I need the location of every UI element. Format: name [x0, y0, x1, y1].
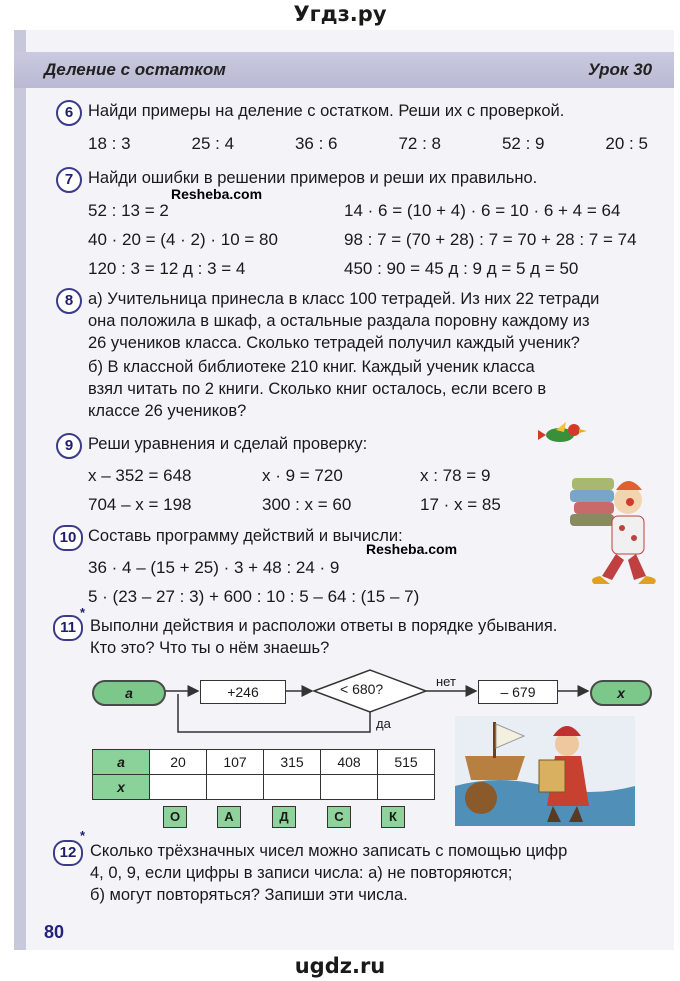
task-7-right-1: 14 · 6 = (10 + 4) · 6 = 10 · 6 + 4 = 64	[344, 201, 621, 220]
table-cell: 315	[264, 750, 321, 775]
equation: x · 9 = 720	[262, 466, 343, 485]
answer-letter: О	[163, 806, 187, 828]
task-7-left-3: 120 : 3 = 12 д : 3 = 4	[88, 259, 246, 278]
answer-letter: А	[217, 806, 241, 828]
expression-2: 5 · (23 – 27 : 3) + 600 : 10 : 5 – 64 : (15 – 7)	[88, 587, 420, 606]
flow-condition: < 680?	[340, 681, 384, 697]
example: 72 : 8	[398, 134, 441, 153]
site-title-bottom: ugdz.ru	[294, 954, 386, 978]
equation: 17 · x = 85	[420, 495, 501, 514]
table-cell: 107	[207, 750, 264, 775]
example: 25 : 4	[191, 134, 235, 153]
table-cell	[150, 775, 207, 800]
task-12-line-3: б) могут повторяться? Запиши эти числа.	[90, 886, 408, 904]
task-8a-line-2: она положила в шкаф, а остальные раздала поровну каждому из	[88, 312, 590, 330]
task-number-6: 6	[56, 100, 82, 126]
section-title: Деление с остатком	[44, 60, 226, 79]
task-number-10: 10	[53, 525, 83, 551]
example: 36 : 6	[294, 134, 338, 153]
flow-no-label: нет	[436, 674, 456, 689]
task-8a-line-1: а) Учительница принесла в класс 100 тетрадей. Из них 22 тетради	[88, 290, 600, 308]
flow-op-add: +246	[200, 680, 286, 704]
task-9-text: Реши уравнения и сделай проверку:	[88, 435, 368, 453]
clown-illustration	[560, 470, 660, 590]
flow-yes-label: да	[376, 716, 391, 731]
task-number-12: 12	[53, 840, 83, 866]
table-row	[93, 750, 435, 775]
task-number-7: 7	[56, 167, 82, 193]
equation: x : 78 = 9	[420, 466, 491, 485]
equation: 300 : x = 60	[262, 495, 352, 514]
equation: 704 – x = 198	[88, 495, 192, 514]
table-cell: 515	[378, 750, 435, 775]
page-number: 80	[44, 922, 65, 942]
table-cell: 20	[150, 750, 207, 775]
task-11-line-1: Выполни действия и расположи ответы в порядке убывания.	[90, 617, 558, 635]
task-12-line-2: 4, 0, 9, если цифры в записи числа: а) не повторяются;	[90, 864, 513, 882]
task-8b-line-1: б) В классной библиотеке 210 книг. Каждый ученик класса	[88, 358, 535, 376]
sailor-ship-illustration	[455, 716, 635, 826]
task-8b-line-2: взял читать по 2 книги. Сколько книг осталось, если всего в	[88, 380, 547, 398]
task-7-left-1: 52 : 13 = 2	[88, 201, 169, 220]
table-cell	[321, 775, 378, 800]
task-10-text: Составь программу действий и вычисли:	[88, 527, 403, 545]
task-7-right-2: 98 : 7 = (70 + 28) : 7 = 70 + 28 : 7 = 74	[344, 230, 637, 249]
table-cell	[264, 775, 321, 800]
answer-letter: С	[327, 806, 351, 828]
equation: x – 352 = 648	[88, 466, 192, 485]
table-cell: 408	[321, 750, 378, 775]
values-table	[92, 749, 435, 800]
flow-start-a: a	[92, 680, 166, 706]
task-number-9: 9	[56, 433, 82, 459]
task-7-text: Найди ошибки в решении примеров и реши их правильно.	[88, 169, 538, 187]
expression-1: 36 · 4 – (15 + 25) · 3 + 48 : 24 · 9	[88, 558, 340, 577]
task-number-8: 8	[56, 288, 82, 314]
lesson-label: Урок 30	[588, 60, 653, 79]
task-6-text: Найди примеры на деление с остатком. Реши их с проверкой.	[88, 102, 565, 120]
task-number-11: 11	[53, 615, 83, 641]
flow-end-x: x	[590, 680, 652, 706]
row-label-x: x	[93, 775, 150, 800]
table-row	[93, 775, 435, 800]
answer-letter: Д	[272, 806, 296, 828]
task-7-right-3: 450 : 90 = 45 д : 9 д = 5 д = 50	[344, 259, 579, 278]
row-label-a: a	[93, 750, 150, 775]
page-edge-stripe	[14, 30, 26, 950]
difficulty-star: *	[80, 605, 86, 620]
task-8a-line-3: 26 учеников класса. Сколько тетрадей получил каждый ученик?	[88, 334, 580, 352]
task-11-line-2: Кто это? Что ты о нём знаешь?	[90, 639, 330, 657]
example: 18 : 3	[88, 134, 131, 153]
task-8b-line-3: классе 26 учеников?	[88, 402, 247, 420]
watermark: Resheba.com	[171, 186, 263, 202]
table-cell	[207, 775, 264, 800]
flow-op-subtract: – 679	[478, 680, 558, 704]
answer-letter: К	[381, 806, 405, 828]
example: 20 : 5	[605, 134, 648, 153]
task-12-line-1: Сколько трёхзначных чисел можно записать с помощью цифр	[90, 842, 568, 860]
task-6-examples	[88, 134, 648, 154]
example: 52 : 9	[501, 134, 545, 153]
table-cell	[378, 775, 435, 800]
task-7-left-2: 40 · 20 = (4 · 2) · 10 = 80	[88, 230, 278, 249]
watermark: Resheba.com	[366, 541, 458, 557]
site-title-top: Угдз.ру	[293, 2, 387, 26]
difficulty-star: *	[80, 828, 86, 843]
bird-illustration	[538, 418, 588, 448]
